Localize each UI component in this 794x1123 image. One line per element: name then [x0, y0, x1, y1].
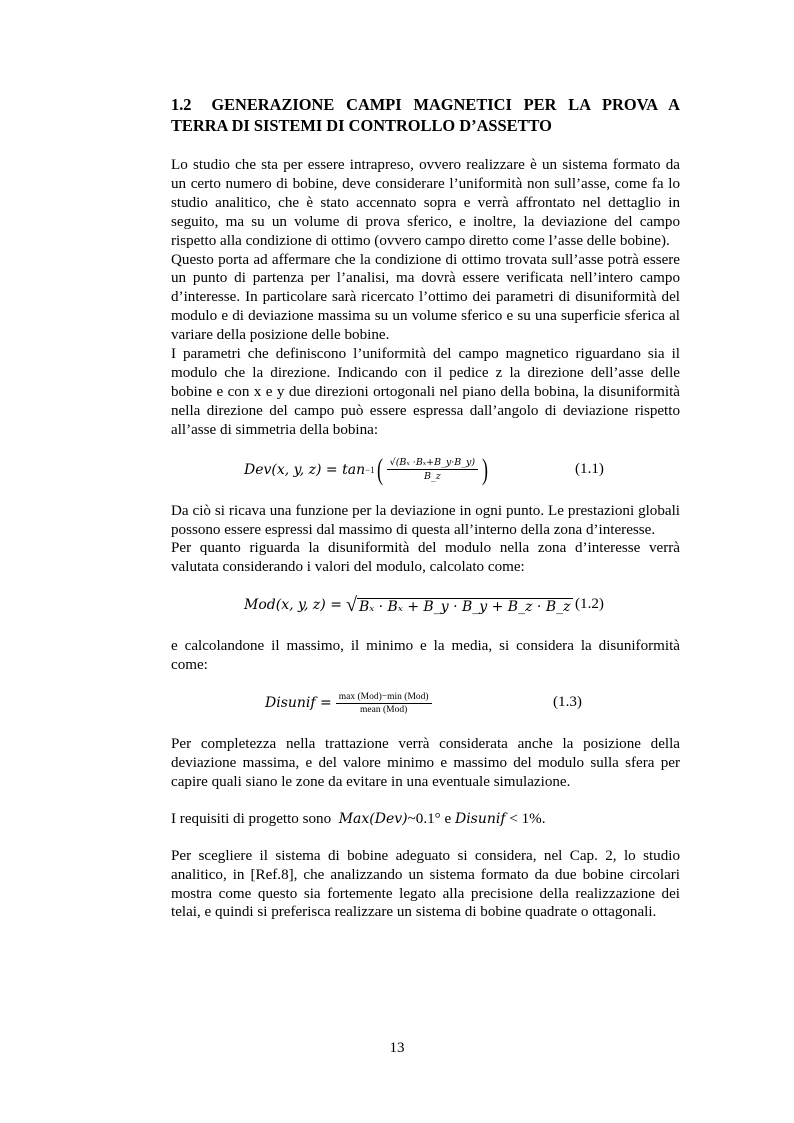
section-number: 1.2: [171, 95, 192, 114]
requirements-line: [171, 810, 680, 829]
req-disunif: Disunif: [454, 810, 506, 827]
eq1-lhs: Dev(x, y, z) = tan: [244, 461, 366, 478]
req-and: e: [444, 810, 452, 827]
eq3-fraction: [336, 692, 432, 715]
equation-1-2: Mod(x, y, z) = √ Bₓ · Bₓ + B_y · B_y + B_z · B_z (1.2): [244, 594, 604, 617]
eq2-lhs: Mod(x, y, z) =: [244, 597, 342, 614]
eq1-fraction: [387, 457, 478, 482]
eq3-number: (1.3): [553, 694, 582, 711]
paragraph-4: Da ciò si ricava una funzione per la deviazione in ogni punto. Le prestazioni globali possono essere espressi dal massimo di questa all’interno della zona d’interesse.: [171, 502, 680, 538]
req-val2: < 1%.: [509, 810, 546, 827]
section-heading: [171, 94, 680, 136]
paragraph-9: Per scegliere il sistema di bobine adeguato si considera, nel Cap. 2, lo studio analitico, in [Ref.8], che analizzando un sistema formato da due bobine circolari mostra come questo sia fortemente legato alla precisione della realizzazione dei telai, e quindi si preferisca realizzare un sistema di bobine quadrate o ottagonali.: [171, 847, 680, 921]
eq1-sup: −1: [365, 464, 375, 475]
req-prefix: I requisiti di progetto sono: [171, 810, 332, 827]
req-val1: ~0.1°: [407, 810, 441, 827]
eq1-numerator: √(Bₓ ·Bₓ+B_y·B_y): [387, 457, 478, 470]
eq3-lhs: Disunif =: [265, 695, 332, 712]
paragraph-6: e calcolandone il massimo, il minimo e la media, si considera la disuniformità come:: [171, 638, 680, 674]
equation-1-3: [171, 685, 680, 721]
eq3-denominator: mean (Mod): [360, 704, 408, 715]
paragraph-1: Lo studio che sta per essere intrapreso, ovvero realizzare è un sistema formato da un certo numero di bobine, deve considerare l’uniformità non sull’asse, come fa lo studio analitico, che è stato accennato sopra e verrà affrontato nel dettaglio in seguito, ma su un volume di prova sferico, e inoltre, la deviazione del campo rispetto alla condizione di ottimo (ovvero campo diretto come l’asse delle bobine).: [171, 157, 680, 249]
paragraph-3: I parametri che definiscono l’uniformità del campo magnetico riguardano sia il modulo che la direzione. Indicando con il pedice z la direzione dell’asse delle bobine e con x e y due direzioni ortogonali nel piano della bobina, la disuniformità nella direzione del campo può essere espressa dall’angolo di deviazione rispetto all’asse di simmetria della bobina:: [171, 346, 680, 438]
eq1-number: (1.1): [575, 460, 604, 477]
paragraph-5: Per quanto riguarda la disuniformità del modulo nella zona d’interesse verrà valutata considerando i valori del modulo, calcolato come:: [171, 540, 680, 576]
eq1-denominator: B_z: [423, 471, 441, 483]
equation-1-1: Dev(x, y, z) = tan −1 ( $\frac{\text{√(Bₓ ·Bₓ+B\_y·B\_y)}}{B\_z}$ ) (1.1): [244, 452, 604, 486]
page-content: [171, 94, 680, 922]
eq2-radicand: Bₓ · Bₓ + B_y · B_y + B_z · B_z: [358, 599, 571, 616]
paragraph-2: Questo porta ad affermare che la condizione di ottimo trovata sull’asse potrà essere un punto di partenza per l’analisi, ma dovrà essere verificata nell’intero campo d’interesse. In particolare sarà ricercato l’ottimo dei parametri di disuniformità del modulo e di deviazione massima su un volume sferico e su una superficie sferica al variare della posizione delle bobine.: [171, 251, 680, 344]
eq2-number: (1.2): [575, 596, 604, 613]
section-title: GENERAZIONE CAMPI MAGNETICI PER LA PROVA A TERRA DI SISTEMI DI CONTROLLO D’ASSETTO: [171, 95, 680, 135]
page-number: 13: [389, 1040, 405, 1056]
eq3-numerator: max (Mod)−min (Mod): [336, 692, 432, 704]
paragraph-7: Per completezza nella trattazione verrà considerata anche la posizione della deviazione massima, e del valore minimo e massimo del modulo sulla sfera per capire quali siano le zone da evitare in una eventuale simulazione.: [171, 736, 680, 790]
req-max-dev: Max(Dev): [338, 810, 408, 827]
